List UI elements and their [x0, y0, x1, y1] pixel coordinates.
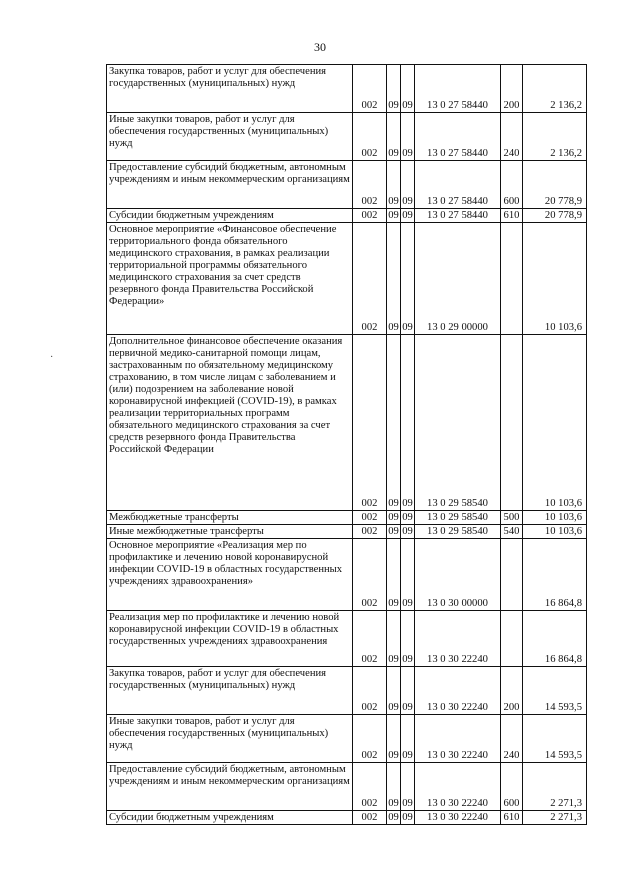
code-target-article-cell — [415, 525, 501, 539]
code-subsection: 09 — [402, 498, 413, 509]
row-name-cell — [107, 715, 353, 763]
row-name: Закупка товаров, работ и услуг для обеспечения государственных (муниципальных) нужд — [109, 66, 327, 89]
code-target-article: 13 0 27 58440 — [427, 148, 488, 159]
row-amount: 10 103,6 — [544, 526, 582, 537]
row-amount: 10 103,6 — [544, 322, 582, 333]
code-section-cell — [387, 763, 401, 811]
row-amount-cell — [523, 763, 587, 811]
code-section-cell — [387, 223, 401, 335]
code-ministry: 002 — [361, 654, 378, 665]
code-expense-type-cell — [501, 209, 523, 223]
code-subsection: 09 — [402, 526, 413, 537]
table-row — [107, 611, 587, 667]
code-ministry: 002 — [361, 148, 378, 159]
code-target-article-cell — [415, 161, 501, 209]
code-subsection: 09 — [402, 210, 413, 221]
table-row — [107, 511, 587, 525]
code-expense-type-cell — [501, 335, 523, 511]
code-section: 09 — [388, 526, 399, 537]
code-subsection-cell — [401, 223, 415, 335]
code-subsection: 09 — [402, 750, 413, 761]
table-row — [107, 161, 587, 209]
code-subsection-cell — [401, 611, 415, 667]
code-expense-type-cell — [501, 611, 523, 667]
code-section: 09 — [388, 498, 399, 509]
code-ministry: 002 — [361, 322, 378, 333]
row-amount-cell — [523, 511, 587, 525]
row-amount: 2 271,3 — [550, 798, 582, 809]
row-name-cell — [107, 511, 353, 525]
code-expense-type: 240 — [503, 750, 520, 761]
row-name-cell — [107, 525, 353, 539]
code-target-article: 13 0 29 00000 — [427, 322, 488, 333]
row-amount: 14 593,5 — [544, 750, 582, 761]
code-target-article-cell — [415, 335, 501, 511]
code-section: 09 — [388, 512, 399, 523]
code-section: 09 — [388, 750, 399, 761]
row-name-cell — [107, 539, 353, 611]
code-section-cell — [387, 335, 401, 511]
code-ministry: 002 — [361, 750, 378, 761]
table-row — [107, 209, 587, 223]
row-amount: 16 864,8 — [544, 654, 582, 665]
code-section: 09 — [388, 702, 399, 713]
code-ministry-cell — [353, 511, 387, 525]
code-section: 09 — [388, 148, 399, 159]
code-subsection-cell — [401, 209, 415, 223]
row-name: Иные межбюджетные трансферты — [109, 526, 264, 537]
row-amount-cell — [523, 667, 587, 715]
code-expense-type: 200 — [503, 702, 520, 713]
code-section: 09 — [388, 196, 399, 207]
row-name-cell — [107, 161, 353, 209]
code-subsection-cell — [401, 511, 415, 525]
code-ministry: 002 — [361, 196, 378, 207]
code-ministry: 002 — [361, 798, 378, 809]
row-name-cell — [107, 667, 353, 715]
code-target-article-cell — [415, 223, 501, 335]
code-target-article: 13 0 29 58540 — [427, 526, 488, 537]
code-target-article: 13 0 30 22240 — [427, 798, 488, 809]
row-amount-cell — [523, 113, 587, 161]
code-section: 09 — [388, 322, 399, 333]
code-expense-type: 500 — [503, 512, 520, 523]
code-ministry: 002 — [361, 498, 378, 509]
row-name: Реализация мер по профилактике и лечению новой коронавирусной инфекции COVID-19 в областных государственных учреждениях здравоохранения — [109, 612, 340, 647]
code-subsection: 09 — [402, 798, 413, 809]
code-expense-type: 610 — [503, 210, 520, 221]
table-row — [107, 811, 587, 825]
row-amount-cell — [523, 611, 587, 667]
code-ministry: 002 — [361, 812, 378, 823]
code-target-article: 13 0 27 58440 — [427, 196, 488, 207]
code-subsection-cell — [401, 763, 415, 811]
code-ministry-cell — [353, 715, 387, 763]
code-ministry-cell — [353, 161, 387, 209]
code-target-article-cell — [415, 667, 501, 715]
table-row — [107, 223, 587, 335]
code-target-article: 13 0 27 58440 — [427, 210, 488, 221]
row-amount-cell — [523, 715, 587, 763]
code-expense-type-cell — [501, 511, 523, 525]
code-target-article: 13 0 29 58540 — [427, 498, 488, 509]
code-section: 09 — [388, 798, 399, 809]
code-expense-type: 600 — [503, 798, 520, 809]
code-ministry: 002 — [361, 512, 378, 523]
code-section-cell — [387, 525, 401, 539]
code-expense-type-cell — [501, 667, 523, 715]
code-ministry-cell — [353, 335, 387, 511]
code-subsection: 09 — [402, 654, 413, 665]
row-amount-cell — [523, 65, 587, 113]
code-section-cell — [387, 539, 401, 611]
code-subsection: 09 — [402, 100, 413, 111]
code-section-cell — [387, 161, 401, 209]
row-amount-cell — [523, 811, 587, 825]
code-ministry-cell — [353, 611, 387, 667]
code-target-article-cell — [415, 113, 501, 161]
row-name: Основное мероприятие «Реализация мер по профилактике и лечению новой коронавирусной инфекции COVID-19 в областных государственных учреждениях здравоохранения» — [109, 540, 343, 587]
row-amount: 2 136,2 — [550, 148, 582, 159]
code-target-article: 13 0 30 22240 — [427, 654, 488, 665]
code-expense-type-cell — [501, 763, 523, 811]
code-subsection-cell — [401, 667, 415, 715]
row-amount: 10 103,6 — [544, 498, 582, 509]
code-target-article-cell — [415, 763, 501, 811]
row-name: Предоставление субсидий бюджетным, автономным учреждениям и иным некоммерческим организациям — [109, 764, 350, 787]
code-section: 09 — [388, 598, 399, 609]
code-expense-type: 240 — [503, 148, 520, 159]
code-subsection-cell — [401, 525, 415, 539]
table-row — [107, 525, 587, 539]
table-row — [107, 335, 587, 511]
code-subsection: 09 — [402, 148, 413, 159]
code-section: 09 — [388, 210, 399, 221]
code-subsection-cell — [401, 161, 415, 209]
row-name: Предоставление субсидий бюджетным, автономным учреждениям и иным некоммерческим организациям — [109, 162, 350, 185]
code-ministry-cell — [353, 763, 387, 811]
code-subsection-cell — [401, 539, 415, 611]
code-subsection: 09 — [402, 196, 413, 207]
code-target-article-cell — [415, 539, 501, 611]
row-name: Иные закупки товаров, работ и услуг для обеспечения государственных (муниципальных) нужд — [109, 114, 329, 149]
code-expense-type: 540 — [503, 526, 520, 537]
row-name: Межбюджетные трансферты — [109, 512, 239, 523]
row-name: Субсидии бюджетным учреждениям — [109, 812, 274, 823]
code-target-article-cell — [415, 611, 501, 667]
row-name-cell — [107, 611, 353, 667]
code-subsection: 09 — [402, 812, 413, 823]
code-subsection-cell — [401, 65, 415, 113]
row-amount-cell — [523, 161, 587, 209]
code-section-cell — [387, 511, 401, 525]
code-expense-type-cell — [501, 65, 523, 113]
row-name-cell — [107, 811, 353, 825]
code-ministry-cell — [353, 223, 387, 335]
table-row — [107, 667, 587, 715]
row-name: Закупка товаров, работ и услуг для обеспечения государственных (муниципальных) нужд — [109, 668, 327, 691]
row-amount-cell — [523, 223, 587, 335]
code-ministry: 002 — [361, 702, 378, 713]
row-name-cell — [107, 335, 353, 511]
table-row — [107, 539, 587, 611]
row-name-cell — [107, 65, 353, 113]
code-expense-type-cell — [501, 525, 523, 539]
table-row — [107, 113, 587, 161]
code-section: 09 — [388, 812, 399, 823]
code-ministry-cell — [353, 525, 387, 539]
row-amount: 14 593,5 — [544, 702, 582, 713]
code-expense-type-cell — [501, 811, 523, 825]
code-section-cell — [387, 65, 401, 113]
code-target-article: 13 0 29 58540 — [427, 512, 488, 523]
code-ministry: 002 — [361, 210, 378, 221]
row-amount-cell — [523, 209, 587, 223]
code-section-cell — [387, 611, 401, 667]
code-section: 09 — [388, 100, 399, 111]
table-row — [107, 715, 587, 763]
code-subsection: 09 — [402, 512, 413, 523]
code-target-article-cell — [415, 65, 501, 113]
row-name-cell — [107, 113, 353, 161]
code-target-article: 13 0 30 22240 — [427, 750, 488, 761]
code-section-cell — [387, 209, 401, 223]
code-expense-type: 610 — [503, 812, 520, 823]
code-subsection-cell — [401, 811, 415, 825]
code-subsection: 09 — [402, 322, 413, 333]
row-amount: 20 778,9 — [544, 210, 582, 221]
row-name: Субсидии бюджетным учреждениям — [109, 210, 274, 221]
code-target-article-cell — [415, 811, 501, 825]
code-subsection-cell — [401, 113, 415, 161]
code-ministry: 002 — [361, 526, 378, 537]
row-amount: 20 778,9 — [544, 196, 582, 207]
code-target-article: 13 0 30 00000 — [427, 598, 488, 609]
code-ministry-cell — [353, 539, 387, 611]
code-ministry-cell — [353, 209, 387, 223]
budget-table-body — [107, 65, 587, 825]
code-ministry-cell — [353, 811, 387, 825]
code-subsection-cell — [401, 715, 415, 763]
budget-table — [106, 64, 587, 825]
code-subsection-cell — [401, 335, 415, 511]
table-row — [107, 763, 587, 811]
row-amount: 10 103,6 — [544, 512, 582, 523]
code-target-article: 13 0 30 22240 — [427, 702, 488, 713]
row-name-cell — [107, 763, 353, 811]
code-target-article: 13 0 30 22240 — [427, 812, 488, 823]
code-ministry-cell — [353, 667, 387, 715]
code-ministry-cell — [353, 113, 387, 161]
code-expense-type-cell — [501, 715, 523, 763]
code-subsection: 09 — [402, 702, 413, 713]
code-expense-type: 200 — [503, 100, 520, 111]
code-target-article-cell — [415, 209, 501, 223]
row-name-cell — [107, 223, 353, 335]
code-expense-type: 600 — [503, 196, 520, 207]
code-target-article-cell — [415, 511, 501, 525]
page-number: 30 — [314, 40, 326, 54]
code-target-article: 13 0 27 58440 — [427, 100, 488, 111]
code-section: 09 — [388, 654, 399, 665]
code-expense-type-cell — [501, 161, 523, 209]
code-section-cell — [387, 667, 401, 715]
code-subsection: 09 — [402, 598, 413, 609]
row-name: Основное мероприятие «Финансовое обеспечение территориального фонда обязательного медицинского страхования, в рамках реализации территориальной программы обязательного медицинского страхования за счет средств резервного фонда Правительства Российской Федерации» — [109, 224, 337, 307]
code-target-article-cell — [415, 715, 501, 763]
code-expense-type-cell — [501, 539, 523, 611]
row-amount: 16 864,8 — [544, 598, 582, 609]
row-name: Дополнительное финансовое обеспечение оказания первичной медико-санитарной помощи лицам, застрахованным по обязательному медицинскому страхованию, в том числе лицам с заболеванием и (или) подозрением на заболевание новой коронавирусной инфекцией (COVID-19), в рамках реализации территориальных программ обязательного медицинского страхования за счет средств резервного фонда Правительства Российской Федерации — [109, 336, 343, 455]
row-name-cell — [107, 209, 353, 223]
code-section-cell — [387, 811, 401, 825]
row-amount-cell — [523, 539, 587, 611]
code-expense-type-cell — [501, 223, 523, 335]
code-section-cell — [387, 715, 401, 763]
table-row — [107, 65, 587, 113]
row-amount-cell — [523, 335, 587, 511]
row-amount: 2 271,3 — [550, 812, 582, 823]
code-ministry-cell — [353, 65, 387, 113]
code-expense-type-cell — [501, 113, 523, 161]
row-amount: 2 136,2 — [550, 100, 582, 111]
row-name: Иные закупки товаров, работ и услуг для обеспечения государственных (муниципальных) нужд — [109, 716, 329, 751]
code-ministry: 002 — [361, 598, 378, 609]
code-ministry: 002 — [361, 100, 378, 111]
code-section-cell — [387, 113, 401, 161]
row-amount-cell — [523, 525, 587, 539]
stray-mark: · — [50, 352, 54, 363]
